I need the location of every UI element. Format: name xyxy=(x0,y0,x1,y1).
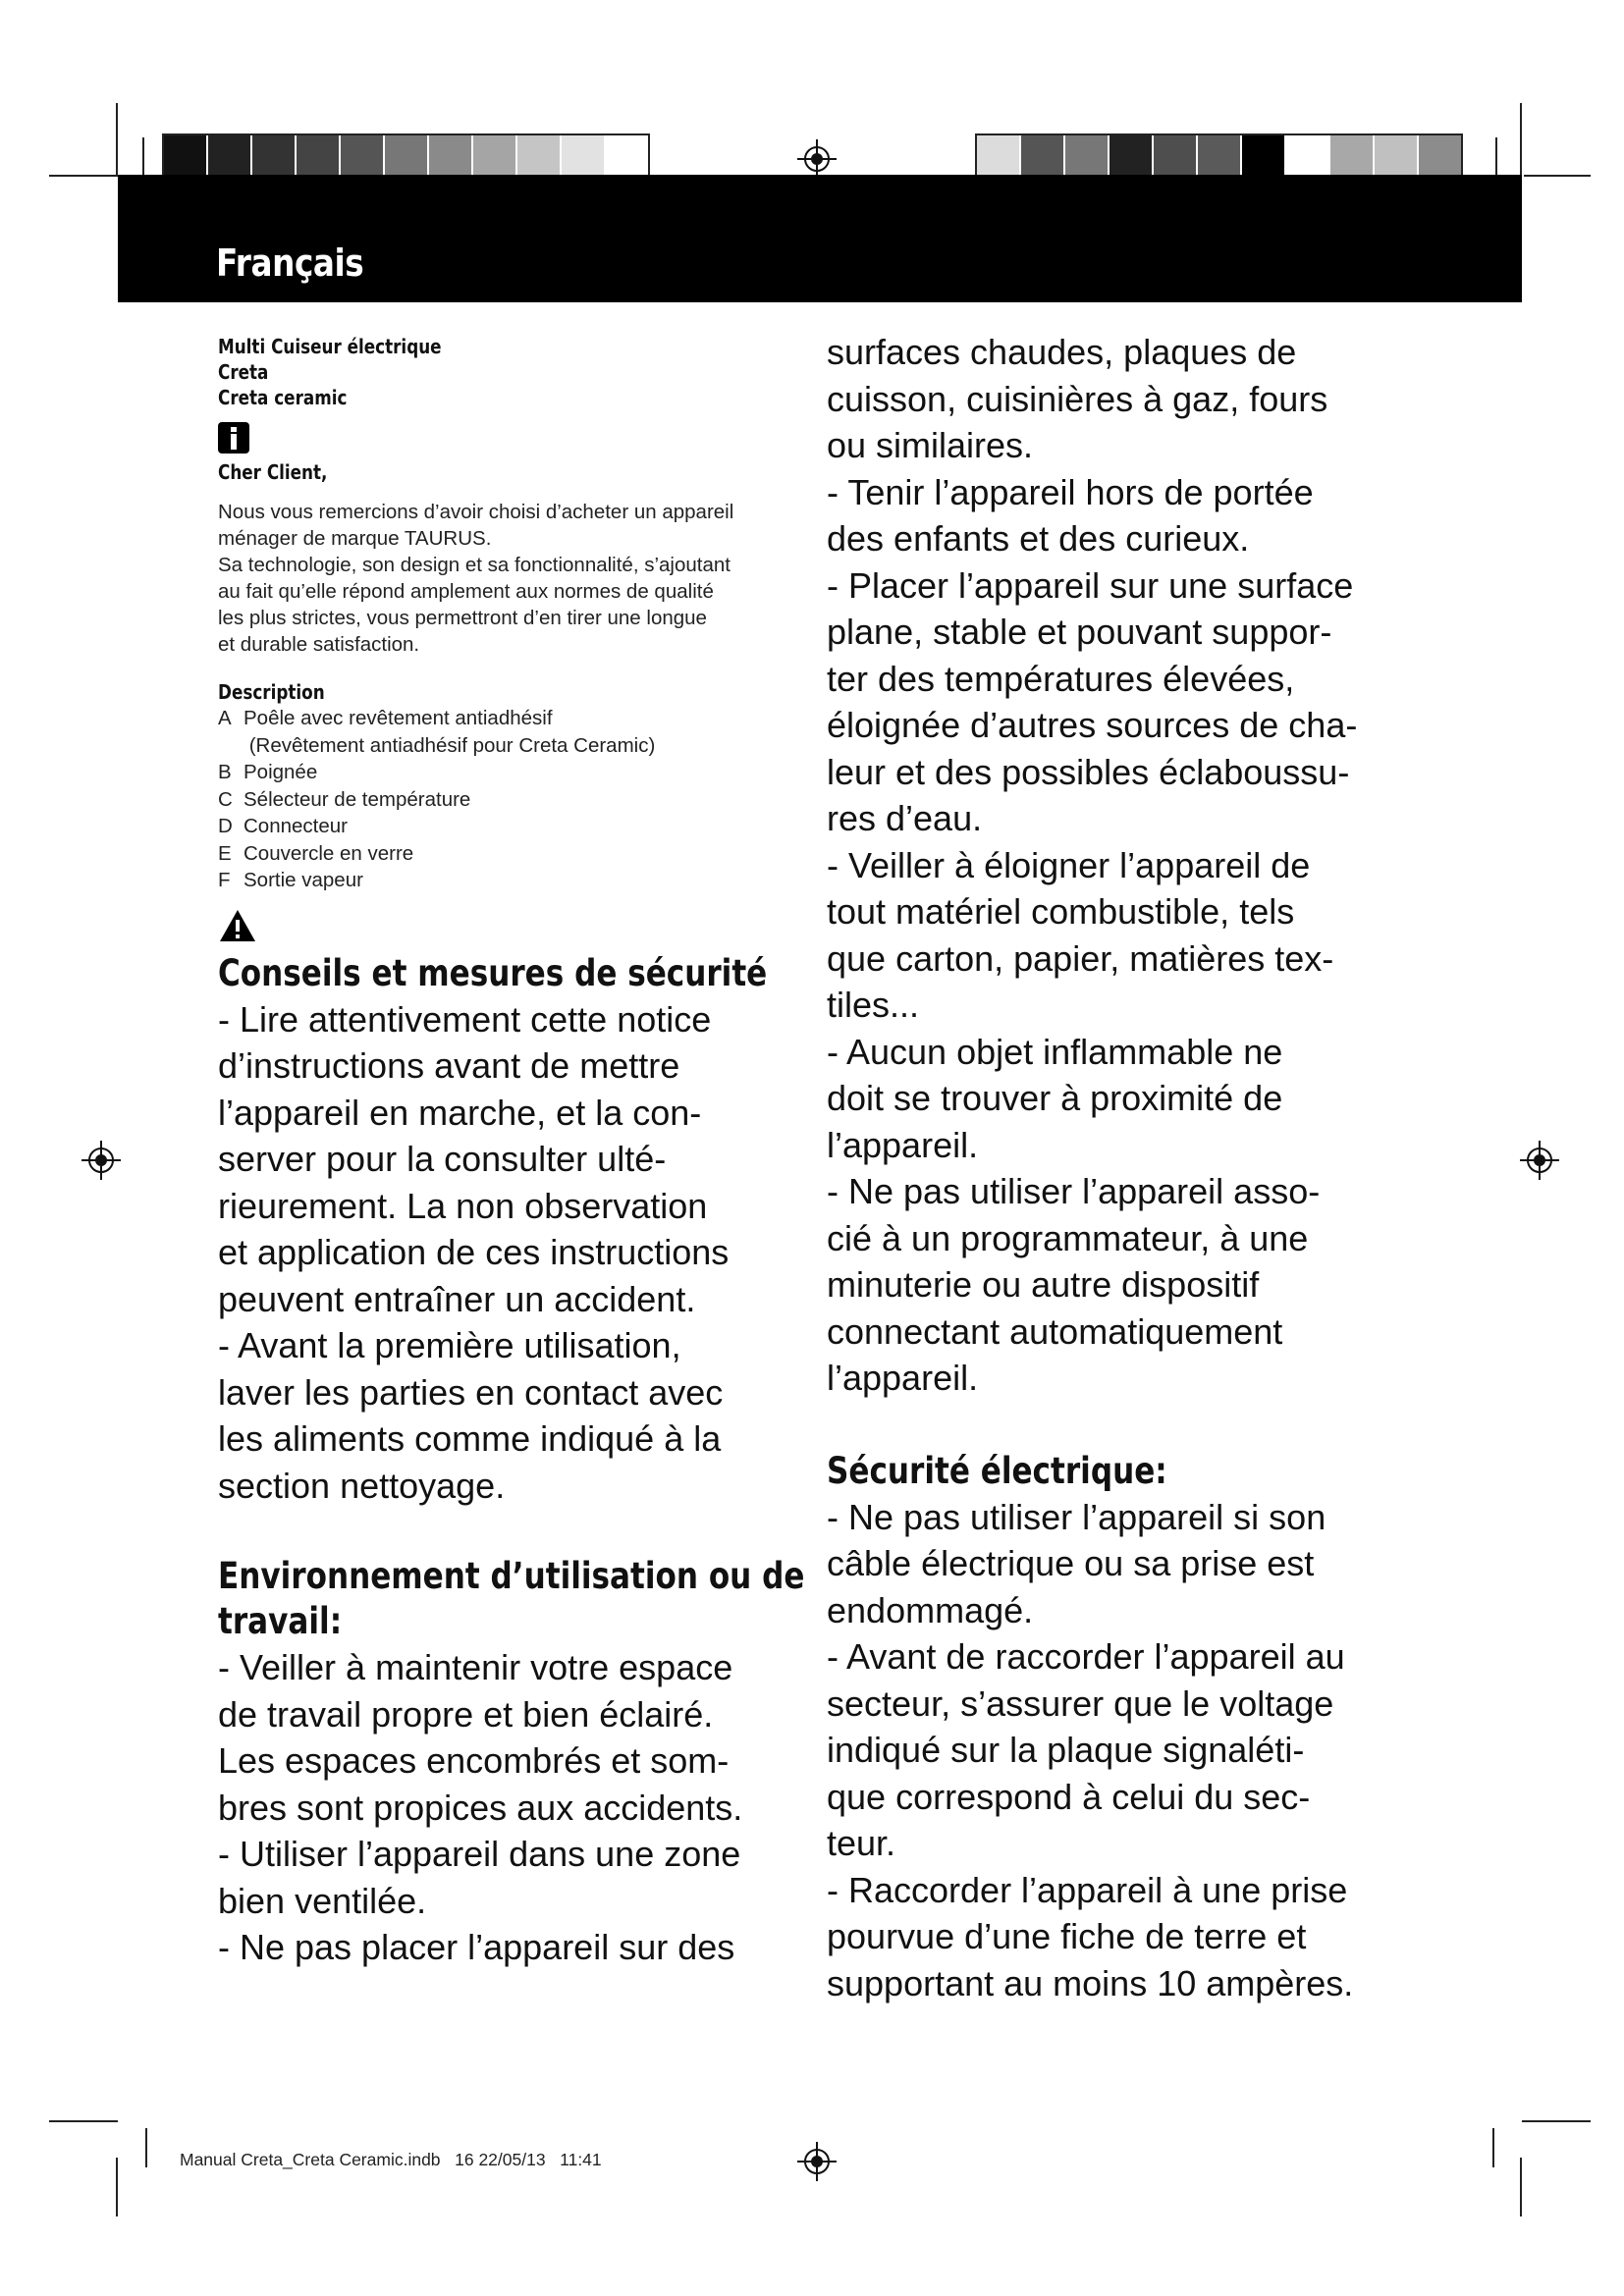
intro-line: ménager de marque TAURUS. xyxy=(218,527,492,550)
text-line: câble électrique ou sa prise est xyxy=(827,1543,1315,1583)
text-line: l’appareil. xyxy=(827,1358,979,1398)
text-line: l’appareil en marche, et la con- xyxy=(218,1092,702,1133)
color-swatch xyxy=(977,135,1021,179)
text-line: connectant automatiquement xyxy=(827,1310,1283,1352)
color-swatch xyxy=(1242,135,1286,179)
text-line: l’appareil. xyxy=(827,1124,979,1165)
environment-title-cont: travail: xyxy=(218,1600,343,1642)
intro-line: Nous vous remercions d’avoir choisi d’acheter un appareil xyxy=(218,501,734,523)
crop-mark xyxy=(49,175,116,177)
text-line: de travail propre et bien éclairé. xyxy=(218,1693,714,1735)
color-swatch xyxy=(164,135,208,179)
safety-title: Conseils et mesures de sécurité xyxy=(218,951,768,994)
print-slug: Manual Creta_Creta Ceramic.indb 16 22/05/13 11:41 xyxy=(180,2150,602,2169)
text-line: d’instructions avant de mettre xyxy=(218,1045,680,1086)
description-title: Description xyxy=(218,680,325,704)
text-line: - Avant la première utilisation, xyxy=(218,1325,681,1365)
color-swatch xyxy=(252,135,297,179)
color-swatch xyxy=(385,135,429,179)
color-swatch xyxy=(1419,135,1461,179)
product-name: Multi Cuiseur électrique xyxy=(218,335,442,358)
info-icon xyxy=(218,422,249,454)
text-line: rieurement. La non observation xyxy=(218,1185,708,1226)
list-item: B Poignée xyxy=(218,761,318,783)
crop-mark xyxy=(1520,103,1522,177)
crop-mark xyxy=(1520,2158,1522,2216)
color-swatch xyxy=(341,135,385,179)
list-item: A Poêle avec revêtement antiadhésif xyxy=(218,707,553,729)
color-swatch xyxy=(1375,135,1419,179)
text-line: - Raccorder l’appareil à une prise xyxy=(827,1869,1348,1910)
color-swatch xyxy=(1286,135,1330,179)
intro-line: au fait qu’elle répond amplement aux normes de qualité xyxy=(218,580,714,603)
intro-line: et durable satisfaction. xyxy=(218,633,420,656)
text-line: bres sont propices aux accidents. xyxy=(218,1787,743,1828)
registration-mark-icon xyxy=(1520,1141,1559,1180)
text-line: que correspond à celui du sec- xyxy=(827,1776,1311,1817)
crop-mark xyxy=(116,103,118,177)
crop-mark xyxy=(1492,2128,1494,2167)
color-swatch xyxy=(562,135,606,179)
color-swatch xyxy=(517,135,562,179)
text-line: secteur, s’assurer que le voltage xyxy=(827,1682,1334,1724)
text-line: ter des températures élevées, xyxy=(827,658,1295,699)
color-swatch xyxy=(1110,135,1154,179)
text-line: cié à un programmateur, à une xyxy=(827,1217,1309,1258)
text-line: minuterie ou autre dispositif xyxy=(827,1264,1260,1305)
text-line: section nettoyage. xyxy=(218,1465,506,1506)
text-line: surfaces chaudes, plaques de xyxy=(827,332,1297,372)
crop-mark xyxy=(49,2120,118,2122)
text-line: laver les parties en contact avec xyxy=(218,1371,724,1413)
text-line: - Veiller à maintenir votre espace xyxy=(218,1647,733,1687)
list-item: (Revêtement antiadhésif pour Creta Ceramic) xyxy=(244,733,656,757)
environment-section xyxy=(218,1554,805,1971)
color-calibration-bar-left xyxy=(162,133,650,181)
color-calibration-bar-right xyxy=(975,133,1463,181)
text-line: leur et des possibles éclaboussu- xyxy=(827,751,1350,792)
text-line: endommagé. xyxy=(827,1589,1034,1630)
product-model: Creta xyxy=(218,360,269,384)
list-item: E Couvercle en verre xyxy=(218,841,414,865)
greeting: Cher Client, xyxy=(218,460,328,484)
text-line: que carton, papier, matières tex- xyxy=(827,937,1334,979)
text-line: - Veiller à éloigner l’appareil de xyxy=(827,844,1311,885)
text-line: - Ne pas utiliser l’appareil asso- xyxy=(827,1171,1321,1211)
electrical-title: Sécurité électrique: xyxy=(827,1449,1167,1492)
crop-mark xyxy=(1524,175,1591,177)
text-line: - Aucun objet inflammable ne xyxy=(827,1031,1283,1072)
text-line: peuvent entraîner un accident. xyxy=(218,1278,696,1319)
text-line: et application de ces instructions xyxy=(218,1232,730,1272)
text-line: bien ventilée. xyxy=(218,1880,427,1921)
text-line: tout matériel combustible, tels xyxy=(827,891,1295,932)
intro-paragraph xyxy=(218,499,797,658)
text-line: Les espaces encombrés et som- xyxy=(218,1740,730,1781)
color-swatch xyxy=(606,135,648,179)
text-line: - Placer l’appareil sur une surface xyxy=(827,564,1354,606)
safety-paragraph xyxy=(218,996,797,1510)
color-swatch xyxy=(1021,135,1065,179)
color-swatch xyxy=(1198,135,1242,179)
text-line: plane, stable et pouvant suppor- xyxy=(827,612,1332,652)
left-column xyxy=(218,334,805,1971)
page-title: Français xyxy=(216,241,364,285)
crop-mark xyxy=(1522,2120,1591,2122)
right-column xyxy=(827,329,1406,2006)
color-swatch xyxy=(1154,135,1198,179)
text-line: des enfants et des curieux. xyxy=(827,518,1250,559)
color-swatch xyxy=(1330,135,1375,179)
environment-title: Environnement d’utilisation ou de xyxy=(218,1555,805,1597)
text-line: - Utiliser l’appareil dans une zone xyxy=(218,1834,741,1874)
crop-mark xyxy=(145,2128,147,2167)
text-line: tiles... xyxy=(827,985,920,1025)
electrical-section xyxy=(827,1449,1406,2007)
registration-mark-icon xyxy=(81,1141,121,1180)
registration-mark-icon xyxy=(797,2142,837,2181)
text-line: cuisson, cuisinières à gaz, fours xyxy=(827,378,1328,419)
text-line: teur. xyxy=(827,1823,896,1863)
text-line: server pour la consulter ulté- xyxy=(218,1139,667,1179)
text-line: - Avant de raccorder l’appareil au xyxy=(827,1636,1345,1677)
text-line: doit se trouver à proximité de xyxy=(827,1078,1283,1118)
color-swatch xyxy=(473,135,517,179)
crop-mark xyxy=(116,2158,118,2216)
text-line: - Ne pas utiliser l’appareil si son xyxy=(827,1496,1326,1537)
language-header-bar xyxy=(118,175,1522,302)
registration-mark-icon xyxy=(797,139,837,179)
text-line: - Tenir l’appareil hors de portée xyxy=(827,471,1314,512)
list-item: C Sélecteur de température xyxy=(218,787,471,811)
color-swatch xyxy=(208,135,252,179)
list-item: F Sortie vapeur xyxy=(218,869,363,891)
color-swatch xyxy=(429,135,473,179)
description-list xyxy=(218,705,797,894)
color-swatch xyxy=(1065,135,1110,179)
crop-mark xyxy=(142,137,144,177)
crop-mark xyxy=(1495,137,1497,177)
text-line: - Lire attentivement cette notice xyxy=(218,998,712,1040)
text-line: res d’eau. xyxy=(827,798,983,838)
warning-icon xyxy=(218,908,257,943)
environment-continued xyxy=(827,329,1406,1402)
color-swatch xyxy=(297,135,341,179)
text-line: - Ne pas placer l’appareil sur des xyxy=(218,1927,735,1967)
product-model-ceramic: Creta ceramic xyxy=(218,386,348,409)
intro-line: les plus strictes, vous permettront d’en tirer une longue xyxy=(218,607,707,629)
list-item: D Connecteur xyxy=(218,815,348,837)
text-line: les aliments comme indiqué à la xyxy=(218,1418,722,1459)
text-line: supportant au moins 10 ampères. xyxy=(827,1962,1354,2003)
text-line: pourvue d’une fiche de terre et xyxy=(827,1916,1307,1956)
text-line: indiqué sur la plaque signaléti- xyxy=(827,1730,1305,1770)
text-line: éloignée d’autres sources de cha- xyxy=(827,705,1358,745)
intro-line: Sa technologie, son design et sa fonctionnalité, s’ajoutant xyxy=(218,554,731,576)
text-line: ou similaires. xyxy=(827,425,1034,465)
